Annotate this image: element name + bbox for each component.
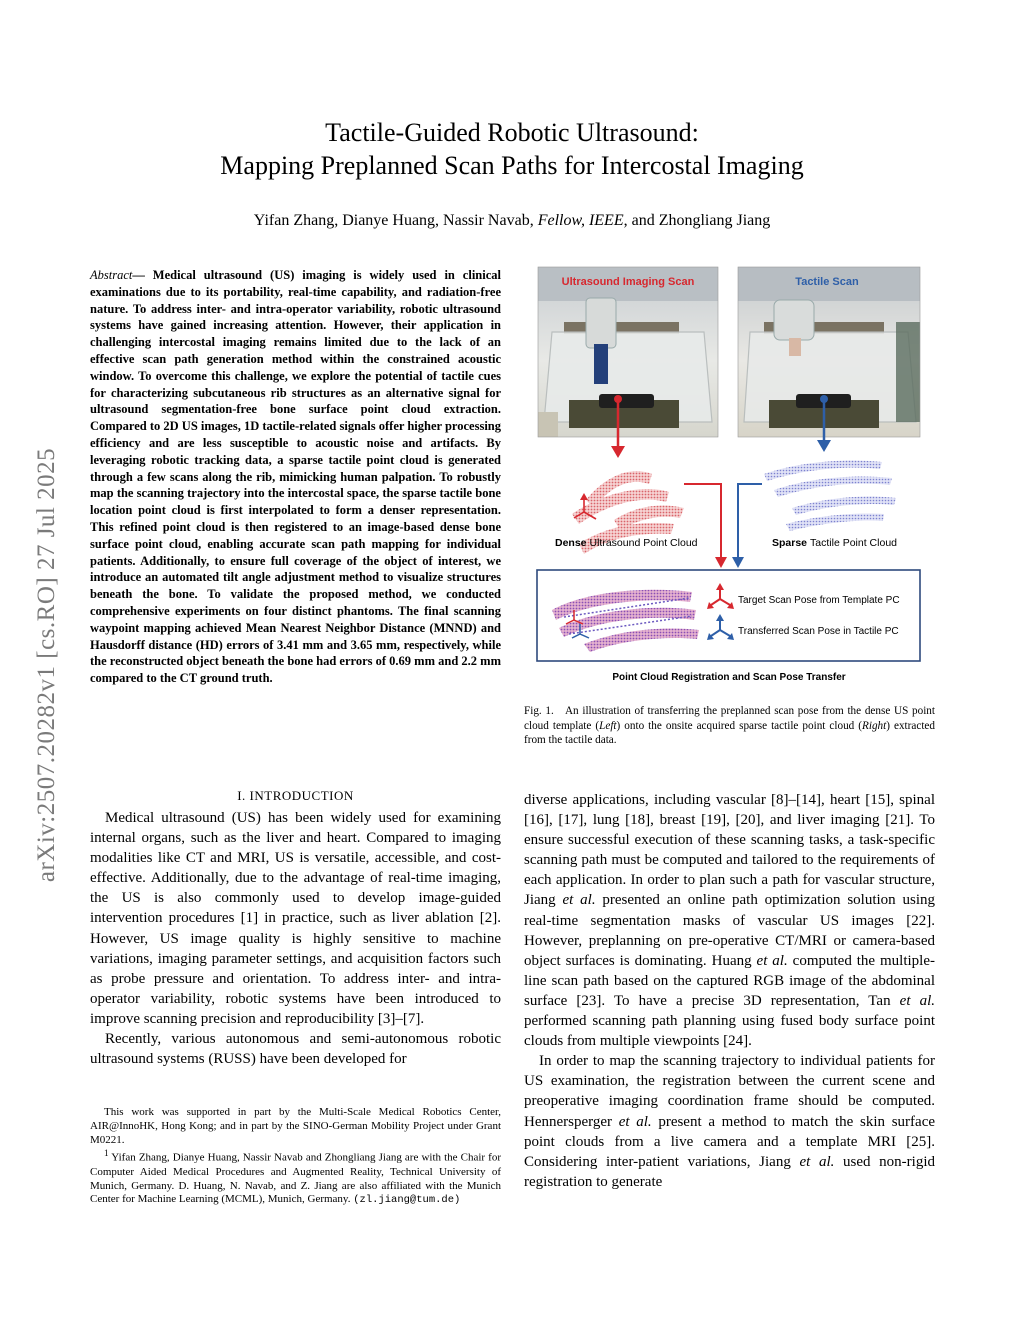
abstract <box>90 267 501 687</box>
authors-last: , and Zhongliang Jiang <box>623 212 771 229</box>
right-p2-b: present a method to match the skin surface point clouds from a live camera and a template MRI [25]. Considering inter-patient variations, Jiang <box>524 1113 936 1170</box>
caption-text-a: An illustration of transferring the preplanned scan pose from the dense US point cloud template ( <box>524 705 936 732</box>
footnote-email: (zl.jiang@tum.de) <box>353 1194 461 1207</box>
caption-right: Right <box>862 719 887 732</box>
caption-paragraph <box>524 704 935 748</box>
footnote-marker: 1 <box>104 1148 109 1159</box>
right-p1-c: computed the multiple-line scan path based on the captured RGB image of the abdominal surface [23]. To have a precise 3D representation, Tan <box>524 952 936 1009</box>
arxiv-watermark <box>22 380 72 950</box>
footnote-affiliation <box>90 1147 501 1208</box>
intro-paragraph-2: Recently, various autonomous and semi-autonomous robotic ultrasound systems (RUSS) have been developed for <box>90 1031 501 1068</box>
right-p1-a: diverse applications, including vascular [8]–[14], heart [15], spinal [16], [17], lung [18], breast [19], [20], and liver imaging [21]. To ensure successful execution of these scanning tasks, a task-specific scanning path must be computed and tailored to the requirements of each application. In order to plan such a path for vascular structure, Jiang <box>524 792 935 909</box>
figure-caption <box>524 704 935 748</box>
et-al: et al. <box>899 992 935 1009</box>
authors-names: Yifan Zhang, Dianye Huang, Nassir Navab, <box>253 212 538 229</box>
registration-label: Point Cloud Registration and Scan Pose Transfer <box>612 672 846 683</box>
dense-label <box>555 537 698 549</box>
caption-text-b: ) onto the onsite acquired sparse tactile point cloud ( <box>616 719 863 732</box>
footnote-funding: This work was supported in part by the Multi-Scale Medical Robotics Center, AIR@InnoHK, Hong Kong; and in part by the SINO-German Mobility Project under Grant M0221. <box>90 1106 501 1146</box>
paper-title <box>0 116 1024 182</box>
red-connector-arrow <box>684 484 727 568</box>
left-column-body <box>90 808 501 1069</box>
blue-connector-arrow <box>732 484 762 568</box>
footnote-affiliation-text: Yifan Zhang, Dianye Huang, Nassir Navab and Zhongliang Jiang are with the Chair for Computer Aided Medical Procedures and Augmented Reality, Technical University of Munich, Germany. D. Huang, N. Navab, and Z. Jiang are also affiliated with the Munich Center for Machine Learning (MCML), Munich, Germany. <box>90 1152 502 1206</box>
sparse-point-cloud <box>764 461 896 532</box>
tactile-scan-label: Tactile Scan <box>795 276 859 288</box>
section-heading: I. INTRODUCTION <box>237 788 354 803</box>
sparse-label <box>772 537 897 549</box>
ultrasound-scan-label: Ultrasound Imaging Scan <box>561 276 695 288</box>
title-line-2: Mapping Preplanned Scan Paths for Intercostal Imaging <box>220 151 804 180</box>
authors <box>0 212 1024 230</box>
authors-fellow: Fellow, IEEE <box>537 212 624 229</box>
caption-left: Left <box>599 719 617 732</box>
tactile-scan-photo <box>738 267 920 437</box>
right-paragraph-2 <box>524 1051 935 1192</box>
arxiv-id: arXiv:2507.20282v1 [cs.RO] 27 Jul 2025 <box>33 447 60 883</box>
right-p1-d: performed scanning path planning using fused body surface point clouds from multiple viewpoints [24]. <box>524 1013 935 1050</box>
dense-label-rest: Ultrasound Point Cloud <box>589 537 698 549</box>
dense-label-bold: Dense <box>555 537 587 549</box>
et-al: et al. <box>562 892 596 909</box>
right-p1-b: presented an online path optimization solution using real-time segmentation masks of vascular US images [22]. However, preplanning on pre-operative CT/MRI or camera-based object surfaces is dominating. Huang <box>524 892 935 969</box>
title-line-1: Tactile-Guided Robotic Ultrasound: <box>325 118 699 147</box>
legend-transferred-label: Transferred Scan Pose in Tactile PC <box>738 626 899 637</box>
et-al: et al. <box>618 1113 652 1130</box>
right-column-body <box>524 790 935 1192</box>
figure-1-graphic <box>524 262 935 692</box>
footnotes <box>90 1106 501 1208</box>
et-al: et al. <box>799 1153 835 1170</box>
figure-1 <box>524 262 935 692</box>
legend-target-label: Target Scan Pose from Template PC <box>738 595 900 606</box>
abstract-label: Abstract <box>90 268 133 282</box>
sparse-label-bold: Sparse <box>772 537 808 549</box>
right-paragraph-1 <box>524 790 935 1051</box>
caption-prefix: Fig. 1. <box>524 705 554 717</box>
right-p2-a: In order to map the scanning trajectory to individual patients for US examination, the registration between the current scene and preoperative imaging coordination frame should be computed. Hennersperger <box>524 1053 935 1130</box>
sparse-label-rest: Tactile Point Cloud <box>810 537 897 549</box>
ultrasound-scan-photo <box>538 267 718 437</box>
et-al: et al. <box>756 952 788 969</box>
intro-paragraph-1: Medical ultrasound (US) has been widely used for examining internal organs, such as the liver and heart. Compared to imaging modalities like CT and MRI, US is versatile, accessible, and cost-effective. Additionally, due to the advantage of real-time imaging, the US is also commonly used to develop image-guided intervention procedures [1] in practice, such as liver ablation [2]. However, US image quality is highly sensitive to machine variations, imaging parameter settings, and acquisition factors such as probe pressure and orientation. To address inter- and intra-operator variability, robotic systems have been introduced to improve scanning precision and reproducibility [3]–[7]. <box>90 810 501 1027</box>
abstract-text: — Medical ultrasound (US) imaging is widely used in clinical examinations due to its portability, real-time capability, and radiation-free nature. To address inter- and intra-operator variability, robotic ultrasound systems have gained increasing attention. However, their application in challenging intercostal imaging remains limited due to the lack of an effective scan path generation method within the constrained acoustic window. To overcome this challenge, we explore the potential of tactile cues for characterizing subcutaneous rib structures as an alternative signal for ultrasound segmentation-free bone surface point cloud extraction. Compared to 2D US images, 1D tactile-related signals offer higher processing efficiency and are less susceptible to acoustic noise and artifacts. By leveraging robotic tracking data, a sparse tactile point cloud is generated through a few scans along the rib, mimicking human palpation. To robustly map the scanning trajectory into the intercostal space, the sparse tactile bone location point cloud is first interpolated to form a denser representation. This refined point cloud is then registered to an image-based dense bone surface point cloud, enabling accurate scan path mapping for individual patients. Additionally, to ensure full coverage of the object of interest, we introduce an automated tilt angle adjustment method to visualize structures beneath the bone. To validate the proposed method, we conducted comprehensive experiments on four distinct phantoms. The final scanning waypoint mapping achieved Mean Nearest Neighbor Distance (MNND) and Hausdorff distance (HD) errors of 3.41 mm and 3.65 mm, respectively, while the reconstructed object beneath the bone had errors of 0.69 mm and 2.2 mm compared to the CT ground truth. <box>90 268 501 686</box>
caption-text-c: ) extracted from the tactile data. <box>524 719 935 746</box>
right-p2-c: used non-rigid registration to generate <box>524 1153 935 1190</box>
